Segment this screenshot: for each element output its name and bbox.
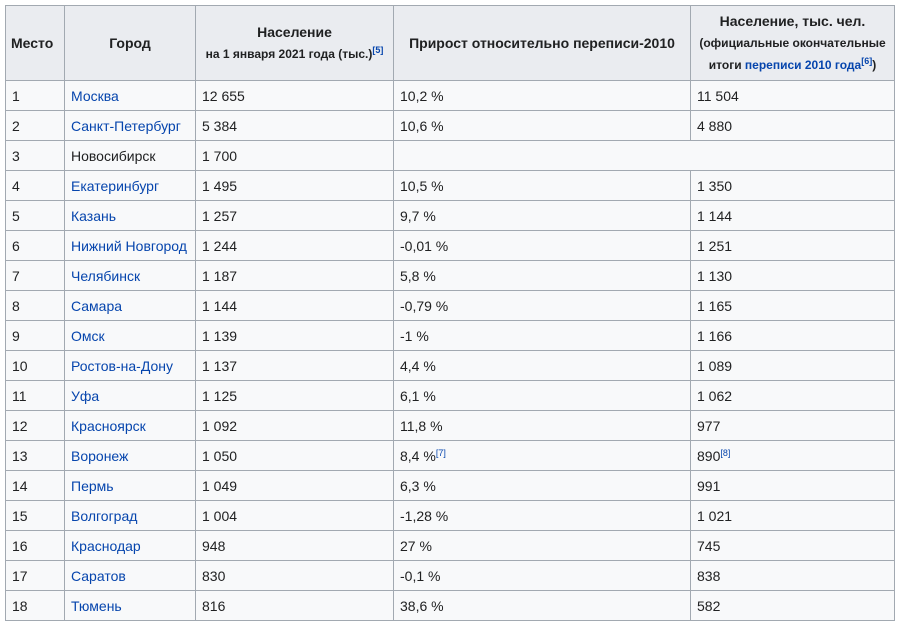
city-link[interactable]: Санкт-Петербург bbox=[71, 117, 181, 134]
cell-census bbox=[691, 531, 895, 561]
cell-rank: 12 bbox=[6, 411, 65, 441]
census-value: 1 144 bbox=[697, 207, 733, 224]
cell-city bbox=[65, 561, 196, 591]
cell-growth bbox=[394, 171, 691, 201]
cell-city bbox=[65, 441, 196, 471]
table-row bbox=[6, 141, 895, 171]
table-row bbox=[6, 561, 895, 591]
cell-population: 1 050 bbox=[196, 441, 394, 471]
cell-census bbox=[691, 591, 895, 621]
cell-census bbox=[691, 321, 895, 351]
cell-growth bbox=[394, 471, 691, 501]
table-body bbox=[6, 81, 895, 621]
cell-census bbox=[691, 171, 895, 201]
table-row bbox=[6, 441, 895, 471]
table-row bbox=[6, 411, 895, 441]
census-value: 1 021 bbox=[697, 507, 733, 524]
cell-rank: 1 bbox=[6, 81, 65, 111]
cell-population: 1 495 bbox=[196, 171, 394, 201]
growth-value: 10,5 % bbox=[400, 177, 444, 194]
cell-city bbox=[65, 261, 196, 291]
reference-link[interactable]: [5] bbox=[372, 45, 384, 55]
city-link[interactable]: Нижний Новгород bbox=[71, 237, 187, 254]
census-value: 1 166 bbox=[697, 327, 733, 344]
city-link[interactable]: Уфа bbox=[71, 387, 100, 404]
cell-rank: 7 bbox=[6, 261, 65, 291]
cell-growth bbox=[394, 561, 691, 591]
cell-rank: 17 bbox=[6, 561, 65, 591]
census-value: 1 130 bbox=[697, 267, 733, 284]
table-row bbox=[6, 381, 895, 411]
cell-population: 948 bbox=[196, 531, 394, 561]
cell-growth bbox=[394, 411, 691, 441]
growth-value: 38,6 % bbox=[400, 597, 444, 614]
cell-growth bbox=[394, 291, 691, 321]
table-row bbox=[6, 351, 895, 381]
reference-link[interactable]: [8] bbox=[720, 447, 731, 458]
cell-rank: 16 bbox=[6, 531, 65, 561]
cell-growth bbox=[394, 351, 691, 381]
census-value: 11 504 bbox=[697, 87, 739, 104]
cell-city bbox=[65, 171, 196, 201]
cell-rank: 4 bbox=[6, 171, 65, 201]
cell-growth bbox=[394, 441, 691, 471]
cell-rank: 2 bbox=[6, 111, 65, 141]
cell-population: 1 125 bbox=[196, 381, 394, 411]
cell-population: 1 144 bbox=[196, 291, 394, 321]
table-row bbox=[6, 231, 895, 261]
header-population bbox=[196, 6, 394, 81]
cell-rank: 8 bbox=[6, 291, 65, 321]
census-value: 1 350 bbox=[697, 177, 733, 194]
reference-link[interactable]: [7] bbox=[435, 447, 446, 458]
cell-population: 1 049 bbox=[196, 471, 394, 501]
cell-census bbox=[691, 501, 895, 531]
table-row bbox=[6, 81, 895, 111]
cell-growth bbox=[394, 261, 691, 291]
city-link[interactable]: Пермь bbox=[71, 477, 114, 494]
cell-rank: 15 bbox=[6, 501, 65, 531]
table-row bbox=[6, 111, 895, 141]
cell-census bbox=[691, 111, 895, 141]
cell-growth bbox=[394, 321, 691, 351]
census-value: 4 880 bbox=[697, 117, 733, 134]
cell-population: 1 257 bbox=[196, 201, 394, 231]
census-value: 838 bbox=[697, 567, 721, 584]
city-link[interactable]: Казань bbox=[71, 207, 117, 224]
cell-city bbox=[65, 291, 196, 321]
cell-rank: 14 bbox=[6, 471, 65, 501]
cell-city bbox=[65, 531, 196, 561]
city-link[interactable]: Екатеринбург bbox=[71, 177, 160, 194]
growth-value: 8,4 % bbox=[400, 447, 436, 464]
census-value: 977 bbox=[697, 417, 721, 434]
header-rank: Место bbox=[6, 6, 65, 81]
cell-city bbox=[65, 591, 196, 621]
cell-city bbox=[65, 81, 196, 111]
city-link[interactable]: Москва bbox=[71, 87, 119, 104]
cell-growth bbox=[394, 111, 691, 141]
cell-rank: 18 bbox=[6, 591, 65, 621]
table-row bbox=[6, 591, 895, 621]
growth-value: -1 % bbox=[400, 327, 429, 344]
growth-value: 6,3 % bbox=[400, 477, 436, 494]
growth-value: 4,4 % bbox=[400, 357, 436, 374]
table-row bbox=[6, 531, 895, 561]
cell-growth bbox=[394, 591, 691, 621]
reference-link[interactable]: [6] bbox=[861, 56, 873, 66]
growth-value: 5,8 % bbox=[400, 267, 436, 284]
city-link[interactable]: Тюмень bbox=[71, 597, 122, 614]
cell-population: 1 700 bbox=[196, 141, 394, 171]
cell-city bbox=[65, 381, 196, 411]
header-census-sub: (официальные окончательные итоги переписи 2010 года[6]) bbox=[699, 36, 886, 72]
header-city: Город bbox=[65, 6, 196, 81]
growth-value: -0,79 % bbox=[400, 297, 449, 314]
city-link[interactable]: Ростов-на-Дону bbox=[71, 357, 173, 374]
census-value: 890 bbox=[697, 447, 721, 464]
table-header-row bbox=[6, 6, 895, 81]
growth-value: -1,28 % bbox=[400, 507, 449, 524]
cell-population: 1 137 bbox=[196, 351, 394, 381]
header-population-title: Население bbox=[257, 24, 332, 40]
cell-population: 816 bbox=[196, 591, 394, 621]
cell-rank: 5 bbox=[6, 201, 65, 231]
cell-population: 1 187 bbox=[196, 261, 394, 291]
cell-census bbox=[691, 441, 895, 471]
cell-city bbox=[65, 471, 196, 501]
cell-census bbox=[691, 411, 895, 441]
growth-value: 10,6 % bbox=[400, 117, 444, 134]
cell-census bbox=[691, 381, 895, 411]
cell-empty-merged bbox=[394, 141, 895, 171]
header-census bbox=[691, 6, 895, 81]
cell-city bbox=[65, 501, 196, 531]
cell-rank: 6 bbox=[6, 231, 65, 261]
cell-city bbox=[65, 201, 196, 231]
cell-rank: 9 bbox=[6, 321, 65, 351]
cell-growth bbox=[394, 501, 691, 531]
census-value: 1 251 bbox=[697, 237, 733, 254]
census-value: 1 062 bbox=[697, 387, 733, 404]
city-link[interactable]: Челябинск bbox=[71, 267, 141, 284]
cell-rank: 10 bbox=[6, 351, 65, 381]
cell-population: 1 092 bbox=[196, 411, 394, 441]
cell-census bbox=[691, 561, 895, 591]
cell-census bbox=[691, 81, 895, 111]
cell-city bbox=[65, 411, 196, 441]
table-row bbox=[6, 171, 895, 201]
cell-census bbox=[691, 471, 895, 501]
city-name: Новосибирск bbox=[71, 147, 156, 164]
cell-census bbox=[691, 291, 895, 321]
cell-growth bbox=[394, 531, 691, 561]
cell-population: 1 004 bbox=[196, 501, 394, 531]
census-value: 582 bbox=[697, 597, 721, 614]
census-2010-link[interactable]: переписи 2010 года bbox=[744, 58, 862, 72]
city-link[interactable]: Краснодар bbox=[71, 537, 141, 554]
census-value: 1 165 bbox=[697, 297, 733, 314]
table-row bbox=[6, 201, 895, 231]
cell-growth bbox=[394, 231, 691, 261]
growth-value: 6,1 % bbox=[400, 387, 436, 404]
city-link[interactable]: Омск bbox=[71, 327, 105, 344]
cell-census bbox=[691, 201, 895, 231]
header-census-title: Население, тыс. чел. bbox=[719, 13, 866, 29]
growth-value: 10,2 % bbox=[400, 87, 444, 104]
cell-rank: 11 bbox=[6, 381, 65, 411]
cell-population: 12 655 bbox=[196, 81, 394, 111]
growth-value: -0,01 % bbox=[400, 237, 449, 254]
cell-city bbox=[65, 321, 196, 351]
cell-rank: 3 bbox=[6, 141, 65, 171]
cell-population: 830 bbox=[196, 561, 394, 591]
cities-population-table bbox=[5, 5, 895, 621]
city-link[interactable]: Воронеж bbox=[71, 447, 129, 464]
header-growth: Прирост относительно переписи-2010 bbox=[394, 6, 691, 81]
growth-value: 11,8 % bbox=[400, 417, 443, 434]
header-population-sub: на 1 января 2021 года (тыс.)[5] bbox=[205, 45, 384, 61]
census-value: 1 089 bbox=[697, 357, 733, 374]
cell-rank: 13 bbox=[6, 441, 65, 471]
table-row bbox=[6, 291, 895, 321]
cell-population: 1 139 bbox=[196, 321, 394, 351]
table-row bbox=[6, 471, 895, 501]
city-link[interactable]: Красноярск bbox=[71, 417, 146, 434]
census-value: 991 bbox=[697, 477, 721, 494]
city-link[interactable]: Саратов bbox=[71, 567, 126, 584]
cell-growth bbox=[394, 201, 691, 231]
cell-census bbox=[691, 231, 895, 261]
table-row bbox=[6, 321, 895, 351]
cell-city bbox=[65, 111, 196, 141]
census-value: 745 bbox=[697, 537, 721, 554]
city-link[interactable]: Самара bbox=[71, 297, 123, 314]
cell-census bbox=[691, 261, 895, 291]
cell-growth bbox=[394, 381, 691, 411]
city-link[interactable]: Волгоград bbox=[71, 507, 138, 524]
cell-population: 5 384 bbox=[196, 111, 394, 141]
cell-population: 1 244 bbox=[196, 231, 394, 261]
cell-city bbox=[65, 141, 196, 171]
cell-growth bbox=[394, 81, 691, 111]
table-row bbox=[6, 261, 895, 291]
growth-value: 27 % bbox=[400, 537, 432, 554]
cell-city bbox=[65, 351, 196, 381]
growth-value: 9,7 % bbox=[400, 207, 436, 224]
cell-city bbox=[65, 231, 196, 261]
table-row bbox=[6, 501, 895, 531]
growth-value: -0,1 % bbox=[400, 567, 441, 584]
cell-census bbox=[691, 351, 895, 381]
